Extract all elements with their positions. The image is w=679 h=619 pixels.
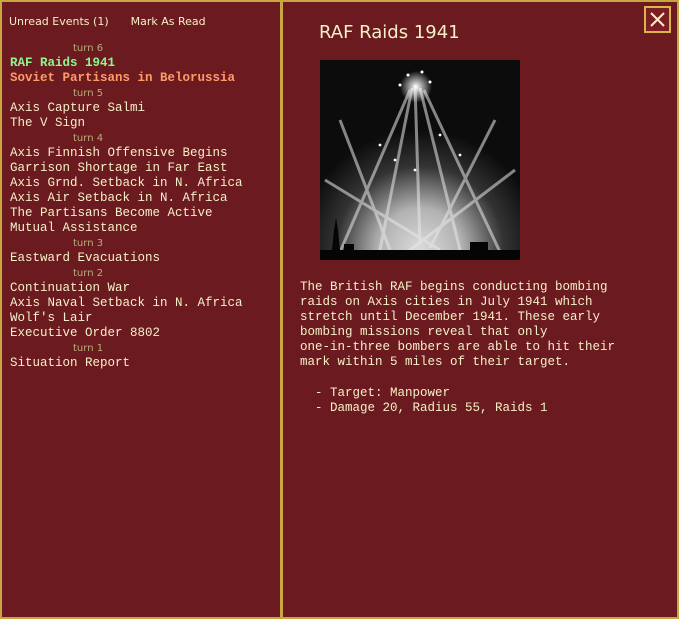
turn-header: turn 6 <box>73 43 104 54</box>
event-list-item[interactable]: Executive Order 8802 <box>10 326 161 340</box>
turn-header: turn 1 <box>73 343 104 354</box>
event-list-panel <box>0 0 282 619</box>
event-list-item[interactable]: Axis Capture Salmi <box>10 101 146 115</box>
effect-line: - Target: Manpower <box>315 386 451 400</box>
event-list-item[interactable]: The V Sign <box>10 116 86 130</box>
turn-header: turn 4 <box>73 133 104 144</box>
event-photo <box>320 60 520 260</box>
event-list-item[interactable]: Axis Finnish Offensive Begins <box>10 146 228 160</box>
event-list-toolbar <box>9 15 206 31</box>
event-detail-panel <box>281 0 679 619</box>
effect-line: - Damage 20, Radius 55, Raids 1 <box>315 401 548 415</box>
event-list-item[interactable]: Axis Air Setback in N. Africa <box>10 191 228 205</box>
event-list-item[interactable]: The Partisans Become Active <box>10 206 213 220</box>
event-list-item[interactable]: Mutual Assistance <box>10 221 138 235</box>
turn-header: turn 2 <box>73 268 104 279</box>
event-list-item[interactable]: Situation Report <box>10 356 131 370</box>
event-list-item[interactable]: Axis Grnd. Setback in N. Africa <box>10 176 243 190</box>
unread-events-filter[interactable]: Unread Events (1) <box>9 15 109 28</box>
event-list-item[interactable]: Soviet Partisans in Belorussia <box>10 71 236 85</box>
event-list-item[interactable]: Wolf's Lair <box>10 311 93 325</box>
turn-header: turn 5 <box>73 88 104 99</box>
close-icon <box>648 10 667 29</box>
turn-header: turn 3 <box>73 238 104 249</box>
searchlights-photo <box>320 60 520 260</box>
mark-as-read-button[interactable]: Mark As Read <box>130 15 206 28</box>
event-list-item[interactable]: Continuation War <box>10 281 131 295</box>
event-description: The British RAF begins conducting bombing raids on Axis cities in July 1941 which stretch until December 1941. These early bombing missions reveal that only one-in-three bombers are able to hit their mark within 5 miles of their target. <box>300 280 616 369</box>
event-effects <box>315 386 548 416</box>
event-list-item[interactable]: Eastward Evacuations <box>10 251 161 265</box>
event-list <box>10 41 276 371</box>
event-list-item[interactable]: Garrison Shortage in Far East <box>10 161 228 175</box>
event-list-item[interactable]: RAF Raids 1941 <box>10 56 116 70</box>
event-list-item[interactable]: Axis Naval Setback in N. Africa <box>10 296 243 310</box>
close-button[interactable] <box>644 6 671 33</box>
event-title: RAF Raids 1941 <box>319 22 460 43</box>
